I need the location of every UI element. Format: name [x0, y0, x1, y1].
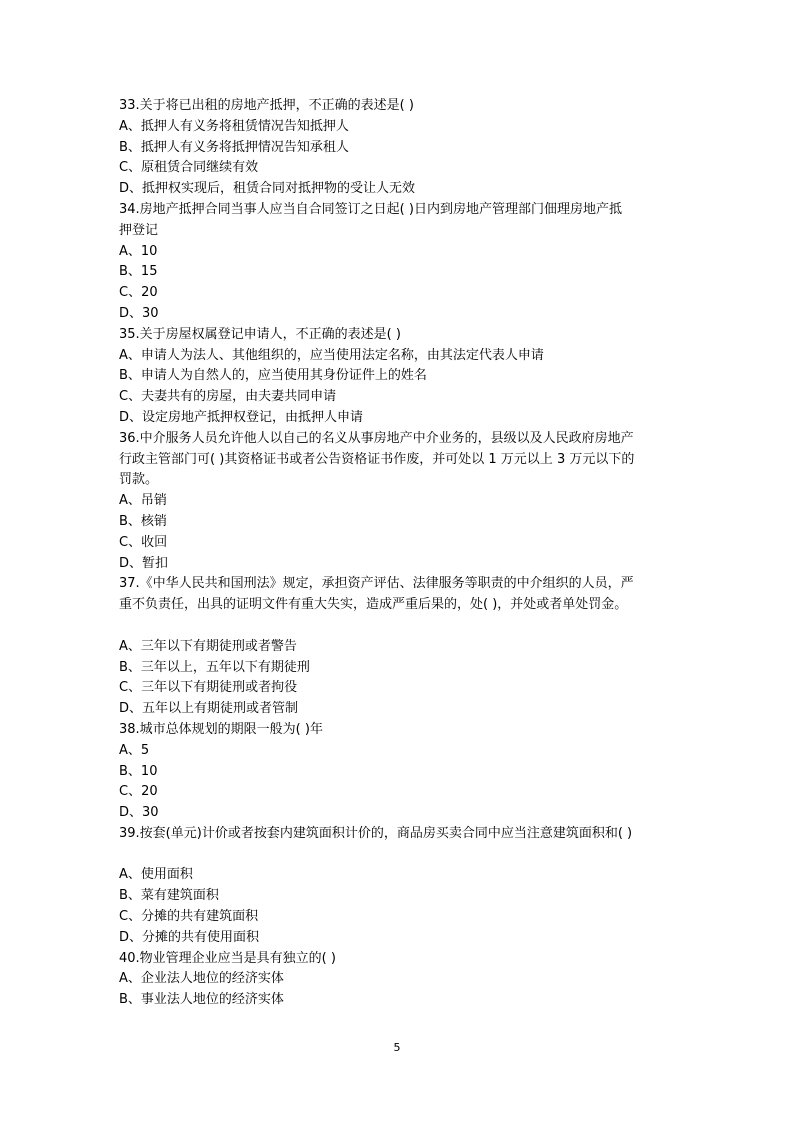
- text-line: D、30: [119, 305, 159, 321]
- text-line: D、五年以上有期徒刑或者管制: [119, 701, 299, 717]
- text-line: 押登记: [119, 222, 159, 238]
- text-line: C、分摊的共有建筑面积: [119, 909, 259, 925]
- text-line: C、20: [119, 285, 158, 301]
- text-line: 37.《中华人民共和国刑法》规定，承担资产评估、法律服务等职责的中介组织的人员，严: [119, 576, 634, 592]
- text-line: C、三年以下有期徒刑或者拘役: [119, 680, 298, 696]
- text-line: 行政主管部门可( )其资格证书或者公告资格证书作废，并可处以 1 万元以上 3 万元以下的: [119, 451, 635, 467]
- text-line: D、暂扣: [119, 555, 169, 571]
- text-line: A、三年以下有期徒刑或者警告: [119, 638, 297, 654]
- text-line: A、企业法人地位的经济实体: [119, 971, 284, 987]
- text-line: 36.中介服务人员允许他人以自己的名义从事房地产中介业务的，县级以及人民政府房地产: [119, 430, 634, 446]
- text-line: B、抵押人有义务将抵押情况告知承租人: [119, 139, 349, 155]
- text-line: 39.按套(单元)计价或者按套内建筑面积计价的，商品房买卖合同中应当注意建筑面积和( ): [119, 825, 633, 841]
- text-line: B、10: [119, 763, 158, 779]
- text-line: 罚款。: [119, 472, 159, 488]
- text-line: C、收回: [119, 534, 168, 550]
- text-line: C、夫妻共有的房屋，由夫妻共同申请: [119, 389, 337, 405]
- text-line: A、吊销: [119, 493, 167, 509]
- text-line: 38.城市总体规划的期限一般为( )年: [119, 721, 323, 737]
- text-line: 34.房地产抵押合同当事人应当自合同签订之日起( )日内到房地产管理部门佃理房地产抵: [119, 201, 622, 217]
- text-line: D、30: [119, 805, 159, 821]
- text-line: D、抵押权实现后，租赁合同对抵押物的受让人无效: [119, 181, 416, 197]
- text-line: [119, 845, 689, 866]
- text-line: B、申请人为自然人的，应当使用其身份证件上的姓名: [119, 368, 427, 384]
- text-line: 重不负责任，出具的证明文件有重大失实，造成严重后果的，处( )，并处或者单处罚金。: [119, 597, 628, 613]
- text-line: A、抵押人有义务将租赁情况告知抵押人: [119, 118, 349, 134]
- text-line: D、设定房地产抵押权登记，由抵押人申请: [119, 409, 364, 425]
- document-body: [119, 96, 689, 1011]
- text-line: 35.关于房屋权属登记申请人，不正确的表述是( ): [119, 326, 401, 342]
- text-line: A、10: [119, 243, 158, 259]
- text-line: D、分摊的共有使用面积: [119, 929, 260, 945]
- text-line: B、三年以上，五年以下有期徒刑: [119, 659, 310, 675]
- text-line: C、原租赁合同继续有效: [119, 160, 259, 176]
- text-line: 33.关于将已出租的房地产抵押，不正确的表述是( ): [119, 98, 414, 113]
- text-line: B、菜有建筑面积: [119, 888, 219, 904]
- text-line: A、5: [119, 742, 150, 758]
- text-line: B、核销: [119, 513, 167, 529]
- page-number: 5: [393, 1041, 401, 1054]
- text-line: B、15: [119, 264, 158, 280]
- text-line: B、事业法人地位的经济实体: [119, 992, 284, 1008]
- text-line: A、申请人为法人、其他组织的，应当使用法定名称，由其法定代表人申请: [119, 347, 544, 363]
- text-line: 40.物业管理企业应当是具有独立的( ): [119, 950, 336, 966]
- text-line: A、使用面积: [119, 867, 193, 883]
- text-line: C、20: [119, 784, 158, 800]
- text-line: [119, 616, 689, 637]
